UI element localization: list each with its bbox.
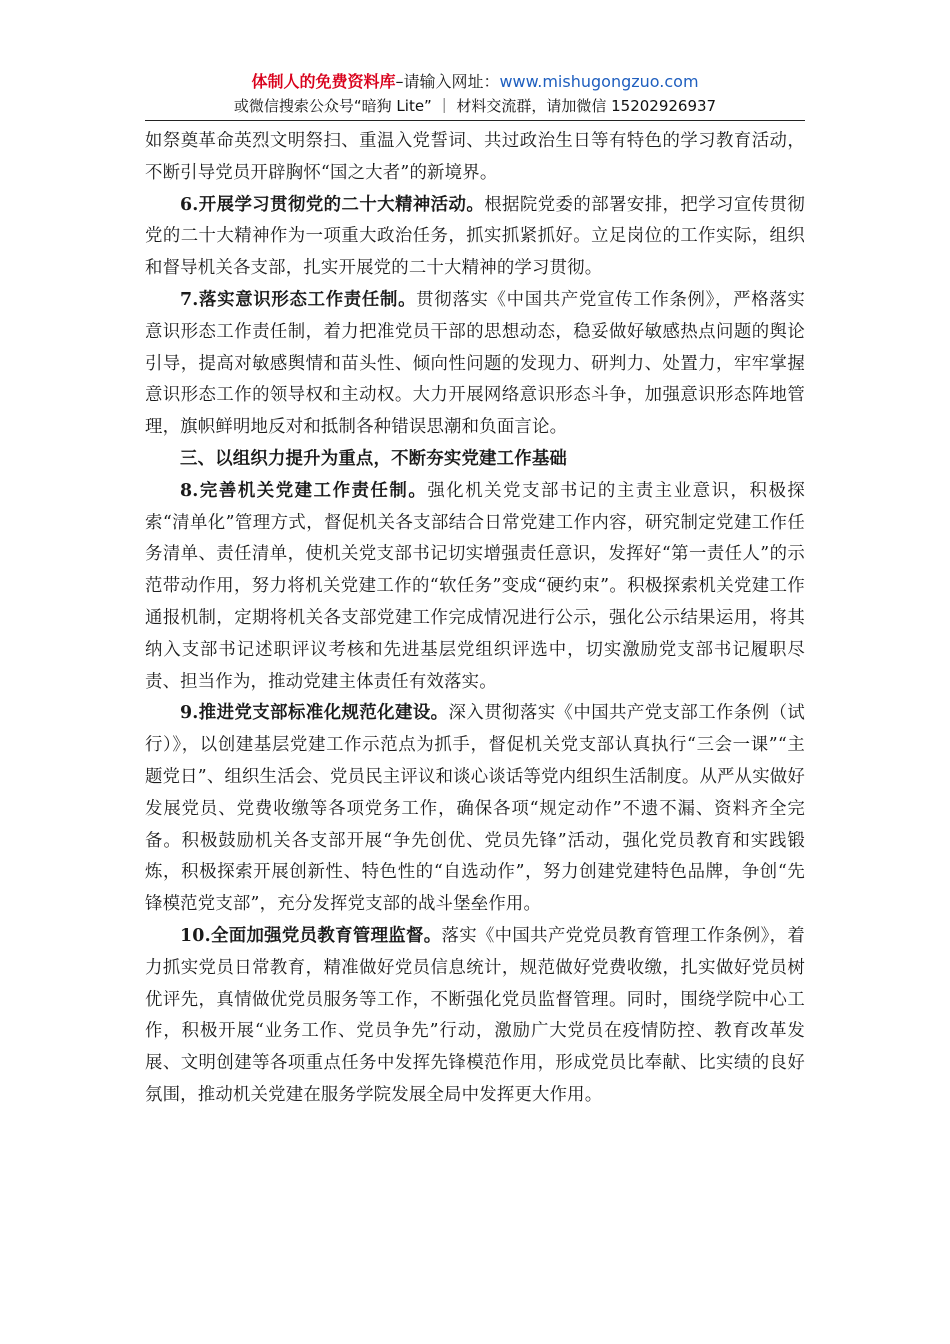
item-6-body: 根据院党委的部署安排，把学习宣传贯彻党的二十大精神作为一项重大政治任务，抓实抓紧抓好。立足岗位的工作实际，组织和督导机关各支部，扎实开展党的二十大精神的学习贯彻。 bbox=[145, 194, 805, 279]
item-8-title: 8.完善机关党建工作责任制。 bbox=[180, 480, 428, 501]
page-header bbox=[145, 70, 805, 120]
item-8-body: 强化机关党支部书记的主责主业意识，积极探索“清单化”管理方式，督促机关各支部结合日常党建工作内容，研究制定党建工作任务清单、责任清单，使机关党支部书记切实增强责任意识，发挥好“第一责任人”的示范带动作用，努力将机关党建工作的“软任务”变成“硬约束”。积极探索机关党建工作通报机制，定期将机关各支部党建工作完成情况进行公示，强化公示结果运用，将其纳入支部书记述职评议考核和先进基层党组织评选中，切实激励党支部书记履职尽责、担当作为，推动党建主体责任有效落实。 bbox=[145, 480, 805, 692]
item-7-body: 贯彻落实《中国共产党宣传工作条例》，严格落实意识形态工作责任制，着力把准党员干部的思想动态，稳妥做好敏感热点问题的舆论引导，提高对敏感舆情和苗头性、倾向性问题的发现力、研判力、处置力，牢牢掌握意识形态工作的领导权和主动权。大力开展网络意识形态斗争，加强意识形态阵地管理，旗帜鲜明地反对和抵制各种错误思潮和负面言论。 bbox=[145, 289, 805, 438]
website-link[interactable]: www.mishugongzuo.com bbox=[499, 72, 699, 91]
header-divider bbox=[145, 120, 805, 121]
paragraph-item-9 bbox=[145, 698, 805, 921]
paragraph-item-10 bbox=[145, 921, 805, 1112]
document-body bbox=[145, 126, 805, 1112]
item-9-body: 深入贯彻落实《中国共产党支部工作条例（试行）》，以创建基层党建工作示范点为抓手，督促机关党支部认真执行“三会一课”“主题党日”、组织生活会、党员民主评议和谈心谈话等党内组织生活制度。从严从实做好发展党员、党费收缴等各项党务工作，确保各项“规定动作”不遗不漏、资料齐全完备。积极鼓励机关各支部开展“争先创优、党员先锋”活动，强化党员教育和实践锻炼，积极探索开展创新性、特色性的“自选动作”，努力创建党建特色品牌，争创“先锋模范党支部”，充分发挥党支部的战斗堡垒作用。 bbox=[145, 703, 805, 915]
paragraph-item-6 bbox=[145, 190, 805, 285]
paragraph-continuation: 如祭奠革命英烈文明祭扫、重温入党誓词、共过政治生日等有特色的学习教育活动，不断引导党员开辟胸怀“国之大者”的新境界。 bbox=[145, 131, 805, 183]
item-10-title: 10.全面加强党员教育管理监督。 bbox=[180, 925, 442, 946]
item-9-title: 9.推进党支部标准化规范化建设。 bbox=[180, 703, 449, 724]
header-line-2: 或微信搜索公众号“暗狗 Lite” ｜ 材料交流群，请加微信 15202926937 bbox=[233, 97, 717, 115]
item-6-title: 6.开展学习贯彻党的二十大精神活动。 bbox=[180, 194, 485, 215]
brand-title: 体制人的免费资料库 bbox=[251, 72, 396, 91]
paragraph-item-8 bbox=[145, 476, 805, 699]
section-heading-3: 三、以组织力提升为重点，不断夯实党建工作基础 bbox=[180, 448, 567, 469]
paragraph-item-7 bbox=[145, 285, 805, 444]
item-7-title: 7.落实意识形态工作责任制。 bbox=[180, 289, 417, 310]
url-prompt: –请输入网址： bbox=[395, 72, 500, 91]
header-line-1 bbox=[145, 70, 805, 94]
item-10-body: 落实《中国共产党党员教育管理工作条例》，着力抓实党员日常教育，精准做好党员信息统计，规范做好党费收缴，扎实做好党员树优评先，真情做优党员服务等工作，不断强化党员监督管理。同时，围绕学院中心工作，积极开展“业务工作、党员争先”行动，激励广大党员在疫情防控、教育改革发展、文明创建等各项重点任务中发挥先锋模范作用，形成党员比奉献、比实绩的良好氛围，推动机关党建在服务学院发展全局中发挥更大作用。 bbox=[145, 925, 805, 1105]
